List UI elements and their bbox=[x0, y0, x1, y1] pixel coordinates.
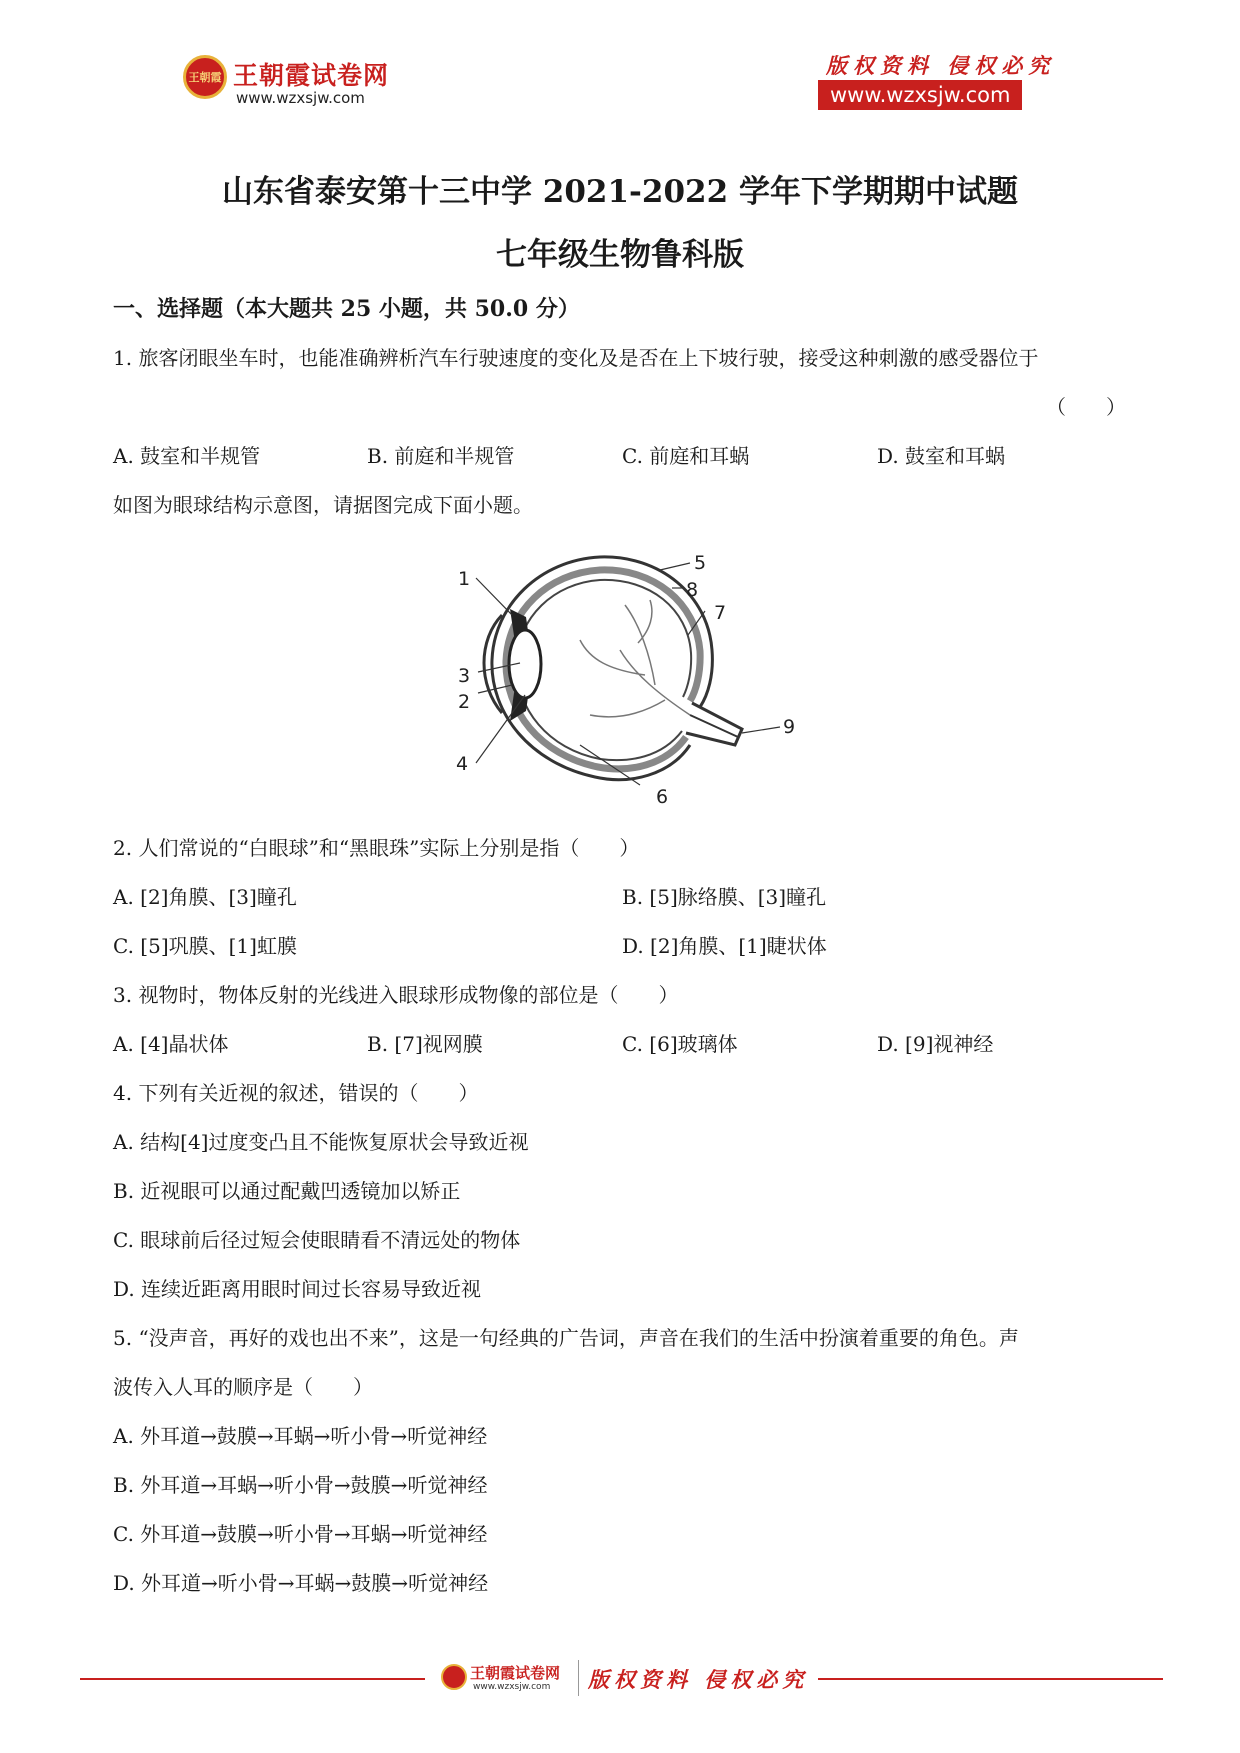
page-title: 山东省泰安第十三中学 2021-2022 学年下学期期中试题 bbox=[221, 174, 1018, 210]
question-1-text: 1. 旅客闭眼坐车时，也能准确辨析汽车行驶速度的变化及是否在上下坡行驶，接受这种刺激的感受器位于 bbox=[113, 346, 1039, 370]
diagram-label-7: 7 bbox=[714, 602, 727, 624]
footer-logo-icon bbox=[441, 1664, 467, 1690]
question-4-option-c: C. 眼球前后径过短会使眼睛看不清远处的物体 bbox=[113, 1228, 521, 1252]
question-1-bracket: （ ） bbox=[1046, 395, 1126, 419]
diagram-label-8: 8 bbox=[686, 579, 699, 601]
diagram-intro: 如图为眼球结构示意图，请据图完成下面小题。 bbox=[113, 493, 533, 517]
question-1-option-b: B. 前庭和半规管 bbox=[367, 444, 515, 468]
question-3-option-c: C. [6]玻璃体 bbox=[622, 1032, 738, 1056]
question-3-option-a: A. [4]晶状体 bbox=[113, 1032, 229, 1056]
question-5-option-a: A. 外耳道→鼓膜→耳蜗→听小骨→听觉神经 bbox=[113, 1424, 488, 1448]
header-logo bbox=[183, 55, 227, 99]
logo-badge-text: 王朝霞 bbox=[188, 71, 222, 84]
diagram-label-9: 9 bbox=[783, 716, 796, 738]
diagram-label-3: 3 bbox=[458, 665, 471, 687]
question-2-option-b: B. [5]脉络膜、[3]瞳孔 bbox=[622, 885, 827, 909]
page-subtitle: 七年级生物鲁科版 bbox=[496, 237, 744, 273]
question-4-option-a: A. 结构[4]过度变凸且不能恢复原状会导致近视 bbox=[113, 1130, 529, 1154]
footer-logo-url: www.wzxsjw.com bbox=[473, 1682, 551, 1692]
footer-divider-left bbox=[80, 1678, 425, 1680]
question-2-text: 2. 人们常说的“白眼球”和“黑眼珠”实际上分别是指（ ） bbox=[113, 836, 640, 860]
question-3-option-d: D. [9]视神经 bbox=[877, 1032, 994, 1056]
footer-slogan: 版权资料 侵权必究 bbox=[588, 1667, 809, 1692]
diagram-label-6: 6 bbox=[656, 786, 669, 808]
question-5-option-d: D. 外耳道→听小骨→耳蜗→鼓膜→听觉神经 bbox=[113, 1571, 489, 1595]
diagram-label-1: 1 bbox=[458, 568, 471, 590]
question-2-option-c: C. [5]巩膜、[1]虹膜 bbox=[113, 934, 297, 958]
question-3-text: 3. 视物时，物体反射的光线进入眼球形成物像的部位是（ ） bbox=[113, 983, 679, 1007]
logo-badge-icon bbox=[183, 55, 227, 99]
question-2-option-a: A. [2]角膜、[3]瞳孔 bbox=[113, 885, 297, 909]
diagram-label-4: 4 bbox=[456, 753, 469, 775]
question-5-text-line2: 波传入人耳的顺序是（ ） bbox=[113, 1375, 373, 1399]
optic-nerve bbox=[686, 703, 742, 745]
logo-name: 王朝霞试卷网 bbox=[233, 61, 390, 90]
question-4-option-d: D. 连续近距离用眼时间过长容易导致近视 bbox=[113, 1277, 482, 1301]
question-5-text-line1: 5. “没声音，再好的戏也出不来”，这是一句经典的广告词，声音在我们的生活中扮演着重要的角色。声 bbox=[113, 1326, 1019, 1350]
copyright-slogan: 版权资料 侵权必究 bbox=[826, 53, 1056, 78]
section-heading: 一、选择题（本大题共 25 小题，共 50.0 分） bbox=[113, 296, 580, 322]
diagram-label-5: 5 bbox=[694, 552, 707, 574]
question-1-option-d: D. 鼓室和耳蜗 bbox=[877, 444, 1006, 468]
question-2-option-d: D. [2]角膜、[1]睫状体 bbox=[622, 934, 827, 958]
question-4-option-b: B. 近视眼可以通过配戴凹透镜加以矫正 bbox=[113, 1179, 461, 1203]
eyeball-diagram bbox=[450, 545, 810, 810]
copyright-url: www.wzxsjw.com bbox=[818, 80, 1022, 110]
question-1-option-c: C. 前庭和耳蜗 bbox=[622, 444, 750, 468]
logo-url: www.wzxsjw.com bbox=[236, 89, 365, 107]
footer-divider-right bbox=[818, 1678, 1163, 1680]
retinal-vessels bbox=[580, 600, 690, 717]
question-4-text: 4. 下列有关近视的叙述，错误的（ ） bbox=[113, 1081, 479, 1105]
question-1-option-a: A. 鼓室和半规管 bbox=[113, 444, 261, 468]
footer-logo-name: 王朝霞试卷网 bbox=[470, 1664, 561, 1682]
diagram-label-2: 2 bbox=[458, 691, 471, 713]
footer-separator bbox=[578, 1660, 579, 1696]
question-3-option-b: B. [7]视网膜 bbox=[367, 1032, 483, 1056]
question-5-option-c: C. 外耳道→鼓膜→听小骨→耳蜗→听觉神经 bbox=[113, 1522, 488, 1546]
question-5-option-b: B. 外耳道→耳蜗→听小骨→鼓膜→听觉神经 bbox=[113, 1473, 488, 1497]
